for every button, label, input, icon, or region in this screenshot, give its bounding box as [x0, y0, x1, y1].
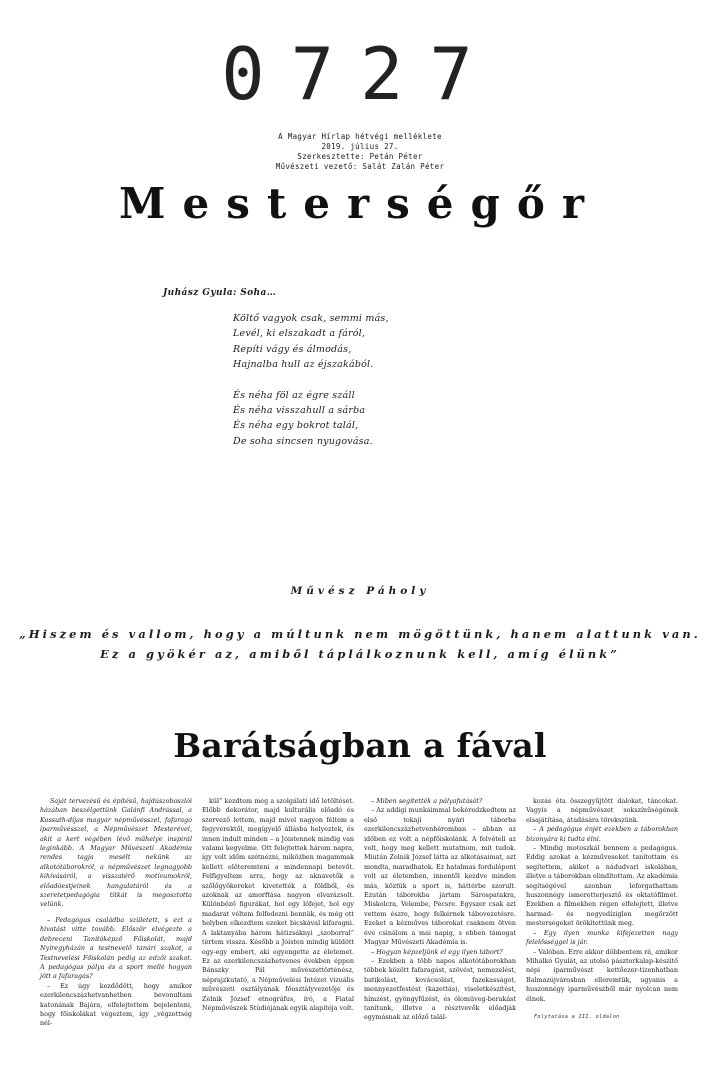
masthead-issue-number: 0727 — [221, 32, 499, 116]
poem-line: Költő vagyok csak, semmi más, — [233, 313, 389, 324]
article-paragraph: kül” kezdtem meg a szolgálati idő letöltését. Előbb dekorátor, majd kulturális előadó és szervező lettem, majd mivel nagyon féltem a fegyverektől, megígyelő állásba helyeztek, és innen indult minden – a Jóistennek mindig van valami kegyelme. Ott felejtettek három napra, így volt időm szétnézni, miközben magammak kellett előteremteni a mindennapi betevőt. Felfigyeltem arra, hogy az aknavetők a szőlőgyökereket kivetették a földből, és azoknak az amorftása nagyon elvarázsolt. Különböző figurákat, hol egy lófejet, hol egy madarat véltem felfedezni bennük, és még ott helyben elkezdtem ezeket bicskával kifaragni. A laktanyába három hátizsáknyi „szoborral” tértem vissza. Később a Jóisten mindig küldött egy-egy embert, aki egyengette az életemet. Ez az ezerkilencszázhetvenes években éppen Bánszky Pál művészettörténész, néprajzkutató, a Népművelési Intézet vizuális művészeti osztályának főosztályvezetője és Zelnik József etnográfus, író, a Fiatal Népművészek Stúdiójának egyik alapítója volt. — [202, 797, 354, 1012]
poem-title: Juhász Gyula: Soha… — [163, 288, 277, 298]
publication-meta — [0, 132, 720, 172]
article-column-2 — [202, 797, 354, 1013]
article-paragraph: – Pedagógus családba született, s ezt a hivatást vitte tovább. Először elvégezte a debreceni Tanítóképző Főiskolát, majd Nyíregyházán a testnevelő tanári szakot, a Testnevelési Főiskolán pedig az edzői szakot. A pedagógus pálya és a sport mellé hogyan jött a fafaragás? — [40, 915, 192, 981]
article-paragraph: – Egy ilyen munka kifejezetten nagy felelősséggel is jár. — [526, 928, 678, 947]
article-paragraph: – Az addigi munkáimmal bekéredzkedtem az első tokaji nyári táborba ezerkilencszázhetvenhéromban – abban az időben ez volt a népfőiskolánk. A felvételi az volt, hogy meg kellett mutatnom, mit tudok. Miután Zelnik József látta az alkotásaimat, azt mondta, maradhatok. Ez hatalmas fordulópont volt az életemben, innentől kezdve minden más, köztük a sport is, háttérbe szorult. Ezután táborokba jártam Sárospatakra, Miskolcra, Velembe, Pécsre. Egyszer csak azt vettem észre, hogy felkérnek tábovezetésre. Ezeket a kézműves táborokat csaknem ötven éve csinálom a mai napig, s ebben támogat Magyar Művészeti Akadémia is. — [364, 806, 516, 947]
meta-supplement-line: A Magyar Hírlap hétvégi melléklete — [278, 132, 442, 141]
meta-art-director-line: Művészeti vezető: Salát Zalán Péter — [275, 162, 445, 171]
article-paragraph: – Miben segítették a pályafutását? — [371, 797, 483, 805]
article-paragraph: – Hogyan képzeljünk el egy ilyen tábort? — [371, 947, 503, 956]
poem-line: És néha visszahull a sárba — [233, 405, 366, 417]
poem-line: De soha sincsen nyugovása. — [233, 435, 373, 447]
article-paragraph: – A pedagógus énjét ezekben a táborokban bizonyára ki tudta élni. — [526, 825, 678, 843]
article-paragraph: – Mindig motoszkál bennem a pedagógus. Eddig azokat a kézműveseket tanítottam és segítettem, akiket a nádudvari iskolában, illetve a táborokban elindítottam. Az akadémia segítségével azonban leforgathattam huszonnégy ismeretterjesztő és oktatófilmet. Ezekben a filmekben régen elfelejtett, illetve harmad- és negyedíziglen megőrzött mesterségeket örökítettünk meg. — [526, 844, 678, 928]
poem-stanza-2 — [233, 388, 389, 450]
pull-quote-line-2: Ez a gyökér az, amiből táplálkoznunk kell, amíg élünk” — [100, 647, 620, 661]
poem-line: Hajnalba hull az éjszakából. — [233, 359, 374, 371]
article-column-3 — [364, 797, 516, 1023]
poem-line: Repíti vágy és álmodás, — [233, 343, 352, 355]
article-paragraph: Saját tervezésű és építésű, hajdúszoboszlói házában beszélgettünk Galánfi Andrással, a Kossuth-díjas magyar népművésszel, fafaragó iparművésszel, a Népművészet Mesterével, akit a kert végében lévő műhelye inspirál leginkább. A Magyar Művészeti Akadémia rendes tagja mesélt nekünk az alkotótáborokról, a népművészet legnagyobb kihívásáról, a visszatérő motívumokról, előadóestjeinek hangulatáról és a szeretetpedagógia titkát is megosztotta velünk. — [40, 797, 192, 909]
column-kicker: Művész Páholy — [290, 585, 430, 597]
poem-line: És néha egy bokrot talál, — [233, 420, 359, 432]
article-column-1 — [40, 797, 192, 1029]
article-paragraph: – Ez úgy kezdődött, hogy amikor ezerkilencszázhetvanhetben bevonultam katonának Bajára, elfelejtettem bejelenteni, hogy főiskolákat végeztem, így „végzettség nél- — [40, 981, 192, 1028]
poem-stanza-1 — [233, 311, 389, 373]
article-paragraph: – Ezekben a több napos alkotótáborokban többek között fafaragást, szövést, nemezelést, batikolást, kovácsolást, fazekasságot, mennyezetfestést (kazettás), viseletkészítést, hímzést, gyöngyfűzést, és ólomüveg-berakást tanítunk, illetve a résztvevők előadják egymásnak az előző talál- — [364, 956, 516, 1022]
poem-line: Levél, ki elszakadt a fáról, — [233, 328, 366, 340]
poem-line: És néha föl az égre száll — [233, 389, 355, 401]
pull-quote — [0, 624, 720, 664]
continued-note: Folytatása a III. oldalon — [534, 1014, 620, 1020]
article-paragraph: – Valóban. Erre akkor döbbentem rá, amikor Mihalkó Gyulát, az utolsó pásztorkalap-készítő népi iparművészt kettőezer-tizenhatban Balmazújvárosban elleremtük, ugyanis a huszonnégy iparművészből már nyolcan nem élnek. — [526, 947, 678, 1003]
pull-quote-line-1: „Hiszem és vallom, hogy a múltunk nem mögöttünk, hanem alattunk van. — [19, 627, 701, 641]
article-column-4 — [526, 797, 678, 1004]
meta-editor-line: Szerkesztette: Petán Péter — [297, 152, 423, 161]
article-headline: Barátságban a fával — [173, 726, 547, 765]
article-paragraph: kozás óta összegyűjtött dalokat, táncokat. Vagyis a népművészet sokszínűségének elsajátítása, átadására törekszünk. — [526, 797, 678, 824]
section-title: Mesterségőr — [119, 179, 601, 228]
meta-date-line: 2019. július 27. — [321, 142, 399, 151]
poem — [233, 311, 389, 464]
